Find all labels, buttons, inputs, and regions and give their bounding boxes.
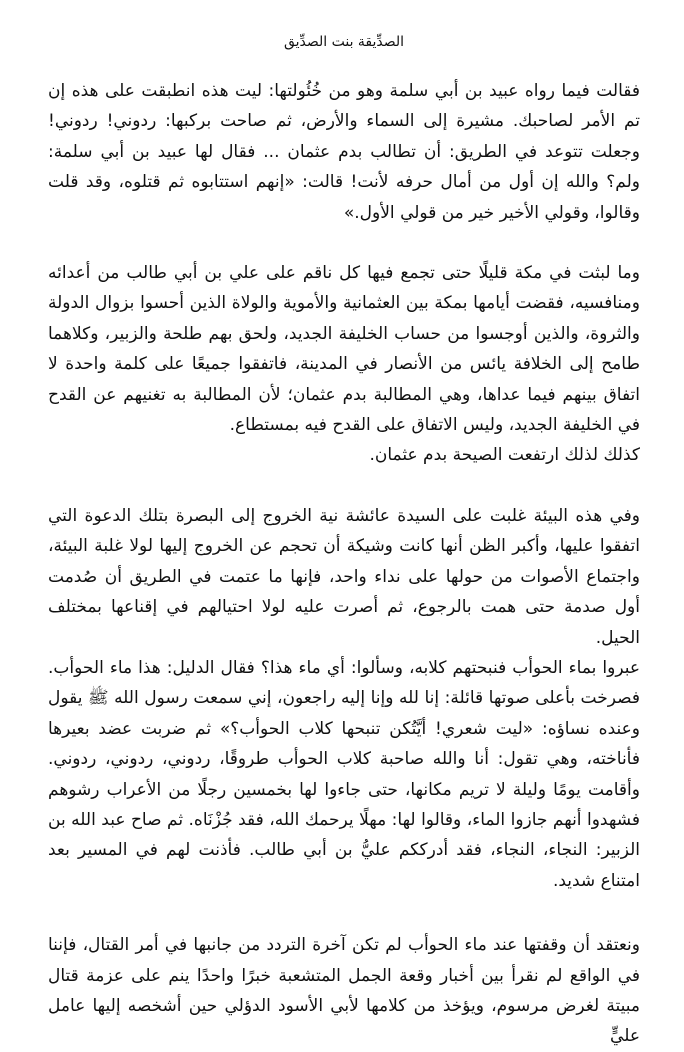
paragraph-2: وما لبثت في مكة قليلًا حتى تجمع فيها كل ناقم على علي بن أبي طالب من أعدائه ومنافسيه، فقضت أيامها بمكة بين العثمانية والأموية والولاة الذين أحسوا بزوال الدولة والثروة، والذين أوجسوا من حساب الخليفة الجديد، ولحق بهم طلحة والزبير، وكلاهما طامح إلى الخلافة يائس من الأنصار في المدينة، فاتفقوا جميعًا على كلمة واحدة لا اتفاق بينهم فيما عداها، وهي المطالبة بدم عثمان؛ لأن المطالبة به تغنيهم عن القدح في الخليفة الجديد، وليس الاتفاق على القدح فيه بمستطاع. (48, 263, 640, 436)
paragraph-spacer (48, 896, 640, 930)
paragraph-spacer (48, 228, 640, 258)
paragraph-3: كذلك لذلك ارتفعت الصيحة بدم عثمان. (369, 445, 640, 466)
paragraph-1: فقالت فيما رواه عبيد بن أبي سلمة وهو من خُئُولتها: ليت هذه انطبقت على هذه إن تم الأمر لصاحبك. مشيرة إلى السماء والأرض، ثم صاحت بركبها: ردوني! ردوني! وجعلت تتوعد في الطريق: أن تطالب بدم عثمان ... فقال لها عبيد بن أبي سلمة: ولم؟ والله إن أول من أمال حرفه لأنت! قالت: «إنهم استتابوه ثم قتلوه، وقد قلت وقالوا، وقولي الأخير خير من قولي الأول.» (48, 81, 640, 223)
paragraph-6: ونعتقد أن وقفتها عند ماء الحوأب لم تكن آخرة التردد من جانبها في أمر القتال، فإننا في الواقع لم نقرأ بين أخبار وقعة الجمل المتشعبة خبرًا واحدًا ينم على عزمة قتال مبيتة لغرض مرسوم، ويؤخذ من كلامها لأبي الأسود الدؤلي حين أشخصه إليها عامل عليٍّ (48, 935, 640, 1047)
paragraph-spacer (48, 471, 640, 501)
running-header: الصدِّيقة بنت الصدِّيق (283, 34, 405, 50)
paragraph-4: وفي هذه البيئة غلبت على السيدة عائشة نية الخروج إلى البصرة بتلك الدعوة التي اتفقوا عليها، وأكبر الظن أنها كانت وشيكة أن تحجم عن الخروج إليها لولا غلبة البيئة، واجتماع الأصوات من حولها على نداء واحد، فإنها ما عتمت في الطريق أن صُدمت أول صدمة حتى همت بالرجوع، ثم أصرت عليه لولا احتيالهم في إقناعها بمختلف الحيل. (48, 505, 640, 648)
document-body (48, 76, 640, 1052)
paragraph-5: عبروا بماء الحوأب فنبحتهم كلابه، وسألوا: أي ماء هذا؟ فقال الدليل: هذا ماء الحوأب. فصرخت بأعلى صوتها قائلة: إنا لله وإنا إليه راجعون، إني سمعت رسول الله ﷺ يقول وعنده نساؤه: «ليت شعري! أيَّتُكن تنبحها كلاب الحوأب؟» ثم ضربت عضد بعيرها فأناخته، وهي تقول: أنا والله صاحبة كلاب الحوأب طروقًا، ردوني، ردوني، ردوني. وأقامت يومًا وليلة لا تريم مكانها، حتى جاءوا لها بخمسين رجلًا من الأعراب رشوهم فشهدوا أنهم جازوا الماء، وقالوا لها: مهلًا يرحمك الله، فقد جُزْنَاه. ثم صاح عبد الله بن الزبير: النجاء، النجاء، فقد أدرككم عليُّ بن أبي طالب. فأذنت لهم في المسير بعد امتناع شديد. (48, 657, 640, 891)
document-page (48, 0, 640, 1047)
